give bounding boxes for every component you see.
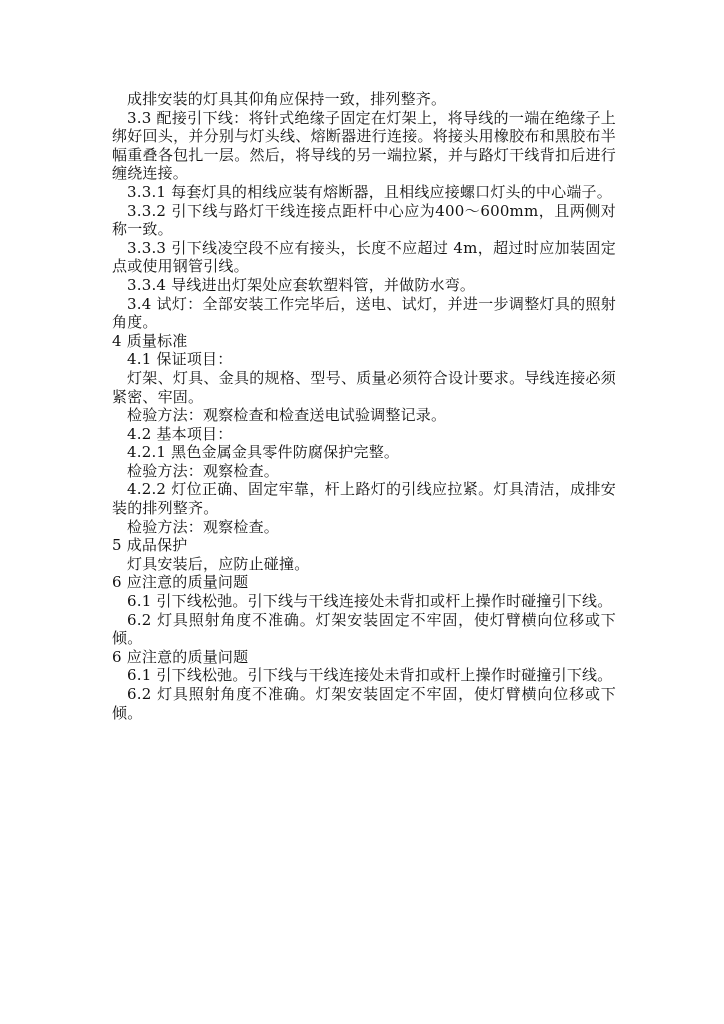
section-heading-6: 6 应注意的质量问题 xyxy=(112,573,249,592)
paragraph-23: 6.1 引下线松弛。引下线与干线连接处未背扣或杆上操作时碰撞引下线。 xyxy=(127,666,613,685)
paragraph-18: 灯具安装后，应防止碰撞。 xyxy=(127,554,310,573)
paragraph-12: 4.2 基本项目： xyxy=(127,424,233,443)
paragraph-2: 3.3 配接引下线：将针式绝缘子固定在灯架上，将导线的一端在绝缘子上绑好回头，并分别与灯头线、熔断器进行连接。将接头用橡胶布和黑胶布半幅重叠各包扎一层。然后，将导线的另一端拉紧，并与路灯干线背扣后进行缠绕连接。 xyxy=(112,108,616,183)
paragraph-4: 3.3.2 引下线与路灯干线连接点距杆中心应为400～600mm，且两侧对称一致。 xyxy=(112,201,616,239)
section-heading-6-repeat: 6 应注意的质量问题 xyxy=(112,647,249,666)
paragraph-6: 3.3.4 导线进出灯架处应套软塑料管，并做防水弯。 xyxy=(127,275,476,294)
paragraph-5: 3.3.3 引下线凌空段不应有接头，长度不应超过 4m，超过时应加装固定点或使用钢管引线。 xyxy=(112,238,616,276)
paragraph-20: 6.1 引下线松弛。引下线与干线连接处未背扣或杆上操作时碰撞引下线。 xyxy=(127,592,613,611)
paragraph-14: 检验方法：观察检查。 xyxy=(127,461,280,480)
paragraph-11: 检验方法：观察检查和检查送电试验调整记录。 xyxy=(127,406,447,425)
paragraph-3: 3.3.1 每套灯具的相线应装有熔断器，且相线应接螺口灯头的中心端子。 xyxy=(127,182,612,201)
paragraph-7: 3.4 试灯：全部安装工作完毕后，送电、试灯，并进一步调整灯具的照射角度。 xyxy=(112,294,616,332)
paragraph-13: 4.2.1 黑色金属金具零件防腐保护完整。 xyxy=(127,443,400,462)
paragraph-10: 灯架、灯具、金具的规格、型号、质量必须符合设计要求。导线连接必须紧密、牢固。 xyxy=(112,368,616,406)
section-heading-5: 5 成品保护 xyxy=(112,536,188,555)
paragraph-15: 4.2.2 灯位正确、固定牢靠，杆上路灯的引线应拉紧。灯具清洁，成排安装的排列整齐。 xyxy=(112,480,616,518)
paragraph-16: 检验方法：观察检查。 xyxy=(127,517,280,536)
document-page xyxy=(112,90,616,722)
paragraph-24: 6.2 灯具照射角度不准确。灯架安装固定不牢固，使灯臂横向位移或下倾。 xyxy=(112,685,616,722)
paragraph-1: 成排安装的灯具其仰角应保持一致，排列整齐。 xyxy=(127,90,447,108)
paragraph-21: 6.2 灯具照射角度不准确。灯架安装固定不牢固，使灯臂横向位移或下倾。 xyxy=(112,610,616,648)
section-heading-4: 4 质量标准 xyxy=(112,331,188,350)
paragraph-9: 4.1 保证项目： xyxy=(127,350,233,369)
